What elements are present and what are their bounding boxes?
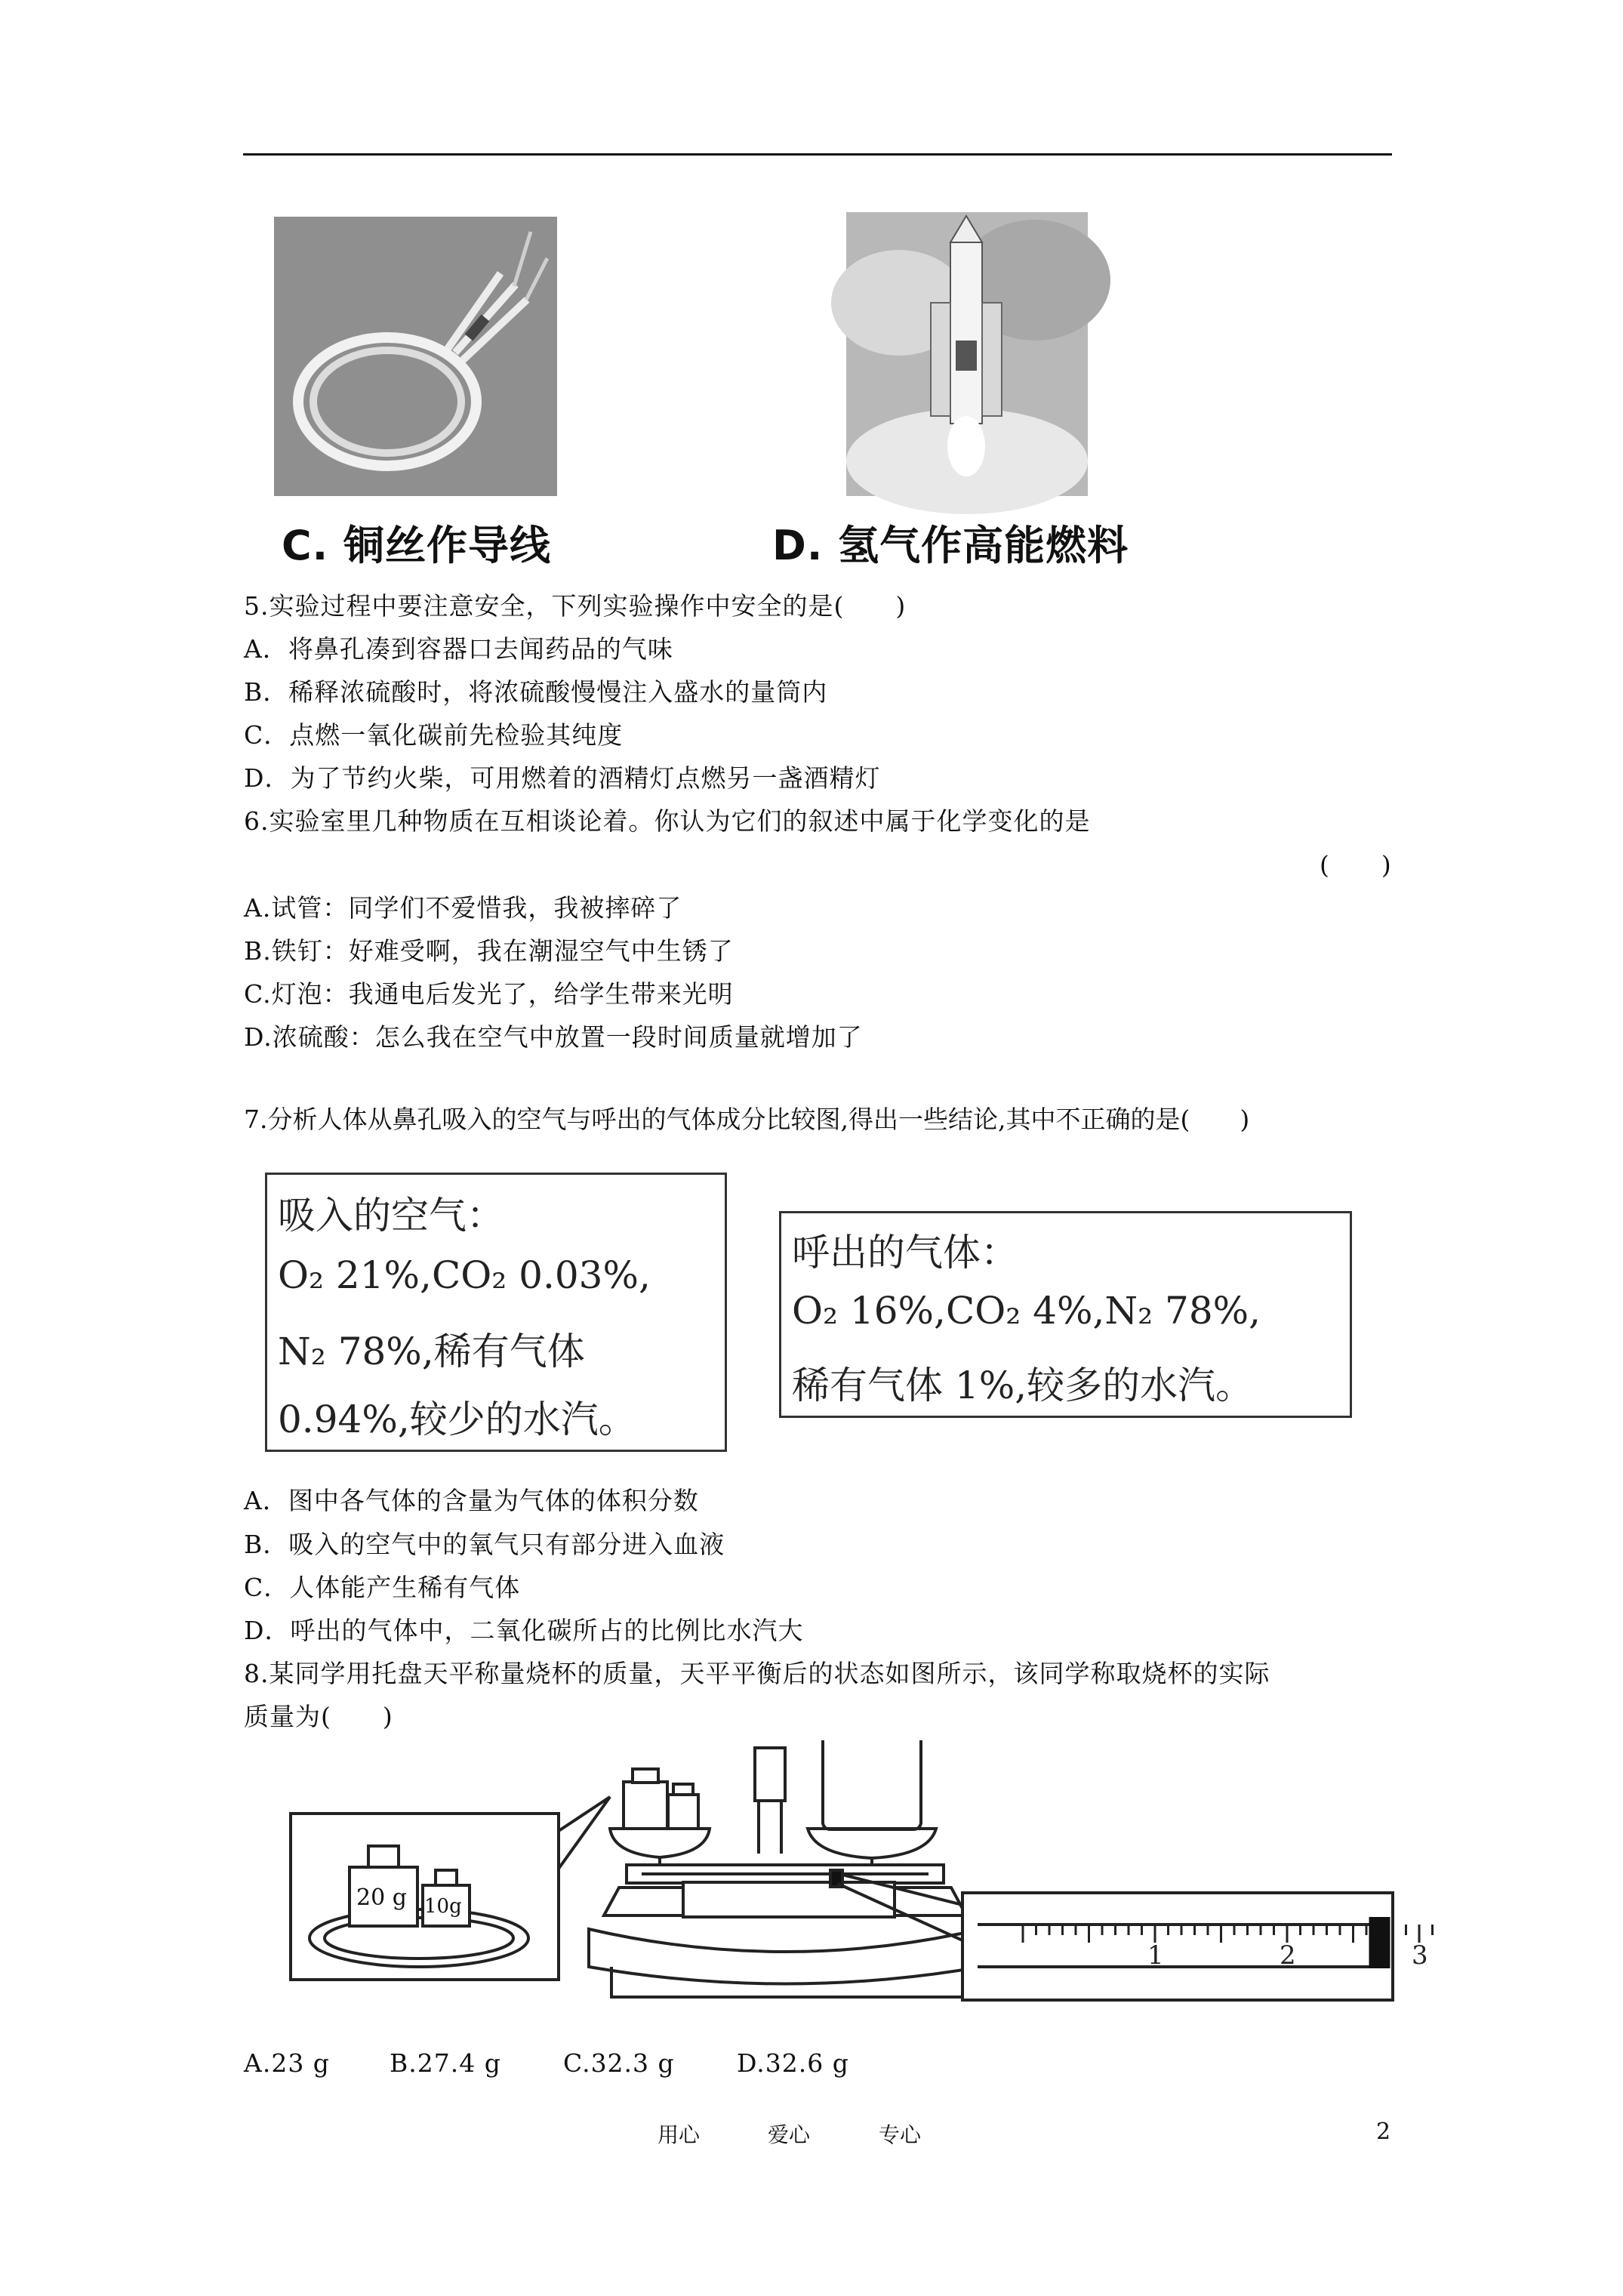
copper-wire-icon xyxy=(274,217,557,496)
q6-option-b: B.铁钉：好难受啊，我在潮湿空气中生锈了 xyxy=(244,936,734,966)
inhaled-line-4: 0.94%,较少的水汽。 xyxy=(278,1398,636,1441)
scale-zoom-box xyxy=(962,1893,1393,2000)
q7-option-c: C．人体能产生稀有气体 xyxy=(244,1573,521,1602)
q7-option-a: A．图中各气体的含量为气体的体积分数 xyxy=(244,1486,699,1515)
exhaled-gas-box xyxy=(779,1211,1352,1418)
footer-item-3: 专心 xyxy=(879,2122,922,2147)
exhaled-line-2: O₂ 16%,CO₂ 4%,N₂ 78%, xyxy=(792,1289,1261,1333)
q6-option-d: D.浓硫酸：怎么我在空气中放置一段时间质量就增加了 xyxy=(244,1022,863,1052)
q6-option-c: C.灯泡：我通电后发光了，给学生带来光明 xyxy=(244,979,734,1009)
exhaled-line-1: 呼出的气体： xyxy=(792,1231,1018,1274)
scale-tick-label: 3 xyxy=(1412,1940,1428,1971)
weight-20g-label: 20 g xyxy=(356,1885,407,1911)
footer-item-2: 爱心 xyxy=(768,2122,811,2147)
inhaled-line-2: O₂ 21%,CO₂ 0.03%, xyxy=(278,1253,651,1297)
q5-option-c: C．点燃一氧化碳前先检验其纯度 xyxy=(244,720,624,750)
rocket-icon xyxy=(846,212,1088,496)
q8-option-d: D.32.6 g xyxy=(737,2048,849,2078)
q5-stem: 5.实验过程中要注意安全，下列实验操作中安全的是( ) xyxy=(244,591,907,621)
caption-d: D. 氢气作高能燃料 xyxy=(772,522,1129,569)
copper-wire-photo xyxy=(274,217,557,496)
exhaled-line-3: 稀有气体 1%,较多的水汽。 xyxy=(792,1364,1254,1407)
rocket-photo xyxy=(846,212,1088,496)
q7-stem: 7.分析人体从鼻孔吸入的空气与呼出的气体成分比较图,得出一些结论,其中不正确的是( ) xyxy=(244,1105,1250,1134)
scale-tick-label: 2 xyxy=(1280,1940,1296,1971)
weight-10g-label: 10g xyxy=(424,1895,462,1918)
q5-option-a: A．将鼻孔凑到容器口去闻药品的气味 xyxy=(244,634,673,664)
q8-option-b: B.27.4 g xyxy=(390,2048,501,2078)
q5-option-b: B．稀释浓硫酸时，将浓硫酸慢慢注入盛水的量筒内 xyxy=(244,677,828,707)
scale-tick-label: 1 xyxy=(1147,1940,1164,1971)
q6-paren: ( ) xyxy=(1320,850,1392,880)
q7-option-d: D．呼出的气体中，二氧化碳所占的比例比水汽大 xyxy=(244,1616,804,1645)
inhaled-air-box xyxy=(265,1173,727,1452)
header-rule xyxy=(243,153,1392,156)
q7-option-b: B．吸入的空气中的氧气只有部分进入血液 xyxy=(244,1530,725,1559)
q6-option-a: A.试管：同学们不爱惜我，我被摔碎了 xyxy=(244,893,682,923)
q5-option-d: D．为了节约火柴，可用燃着的酒精灯点燃另一盏酒精灯 xyxy=(244,763,881,793)
q8-option-a: A.23 g xyxy=(244,2048,330,2078)
q6-stem: 6.实验室里几种物质在互相谈论着。你认为它们的叙述中属于化学变化的是 xyxy=(244,806,1091,836)
q8-stem-line1: 8.某同学用托盘天平称量烧杯的质量，天平平衡后的状态如图所示，该同学称取烧杯的实际 xyxy=(244,1659,1270,1688)
rider-zoomed xyxy=(1369,1917,1390,1968)
balance-diagram xyxy=(287,1740,1428,2027)
page-number: 2 xyxy=(1376,2119,1391,2145)
caption-c: C. 铜丝作导线 xyxy=(282,522,551,569)
q8-stem-line2: 质量为( ) xyxy=(244,1702,393,1731)
footer-item-1: 用心 xyxy=(658,2122,701,2147)
inhaled-line-1: 吸入的空气： xyxy=(278,1194,504,1237)
inhaled-line-3: N₂ 78%,稀有气体 xyxy=(278,1330,585,1373)
q8-option-c: C.32.3 g xyxy=(563,2048,675,2078)
